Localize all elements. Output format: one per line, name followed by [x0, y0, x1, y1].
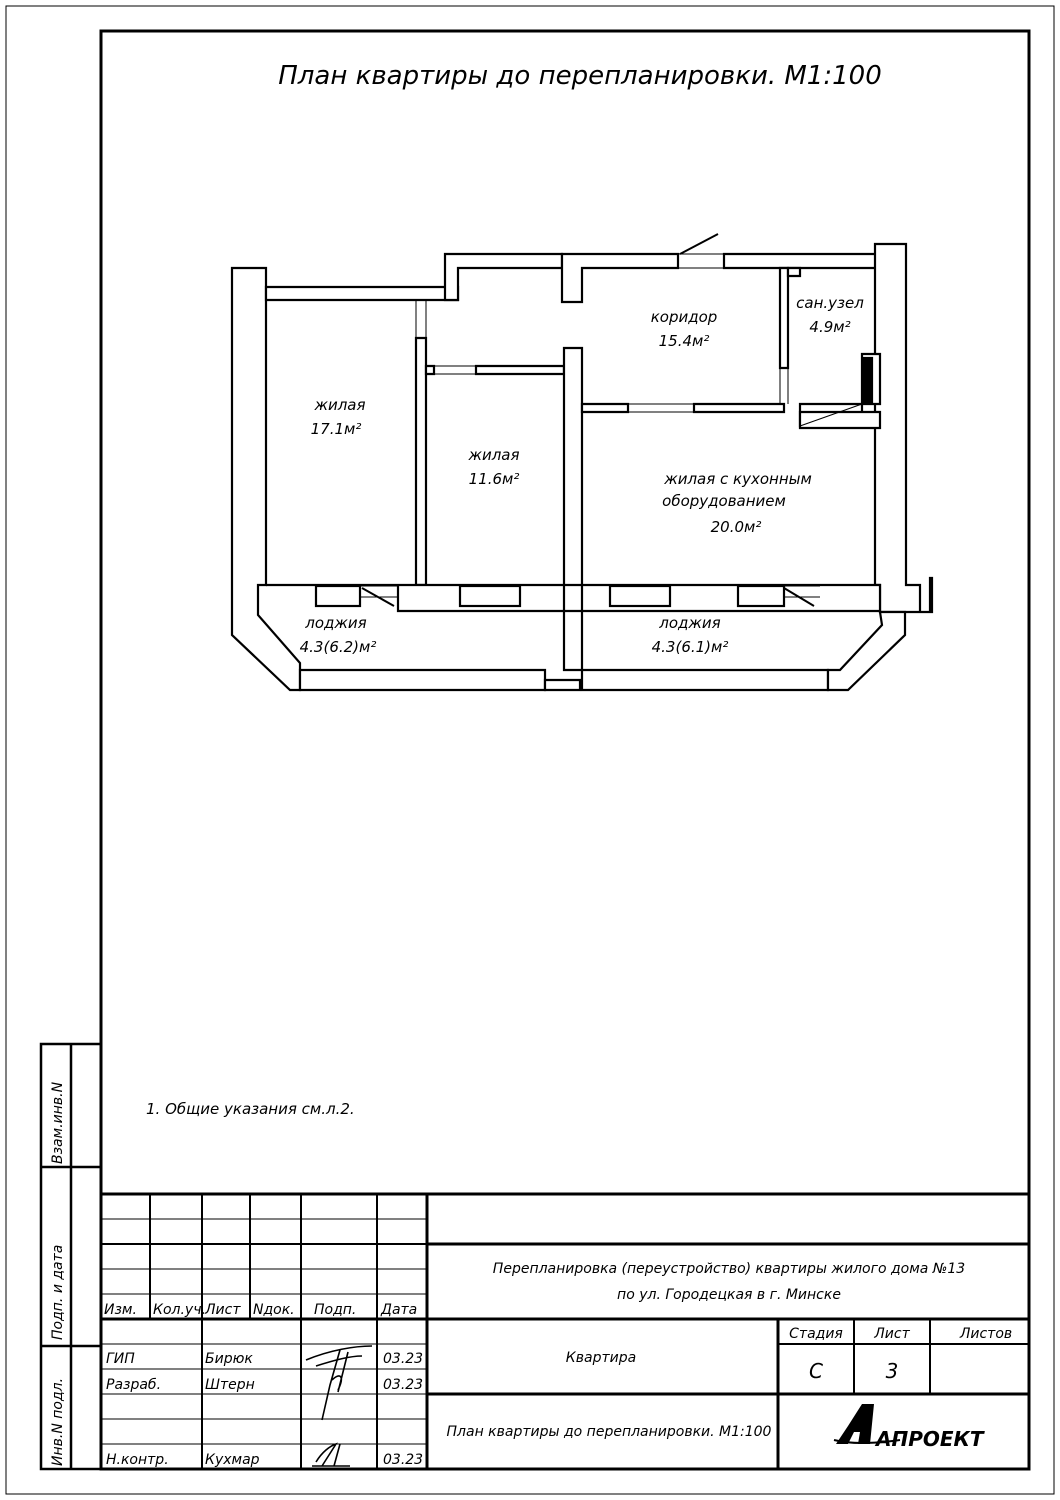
top-wall-step: [445, 254, 562, 300]
hdr-ndok: Nдок.: [253, 1302, 295, 1318]
sheet-label: Лист: [874, 1326, 910, 1342]
living2-top-wall: [476, 366, 564, 374]
stage-label: Стадия: [789, 1326, 843, 1342]
hdr-izm: Изм.: [104, 1302, 137, 1318]
date-razrab: 03.23: [383, 1377, 424, 1393]
hdr-data: Дата: [381, 1302, 418, 1318]
sheets-label: Листов: [959, 1326, 1013, 1342]
stage-value: С: [809, 1359, 823, 1383]
room-living2-area: 11.6м²: [468, 470, 520, 488]
project-line2: по ул. Городецкая в г. Минске: [617, 1287, 841, 1303]
sheet-title: План квартиры до перепланировки. М1:100: [446, 1424, 772, 1440]
side-stamp-labels: [50, 1081, 66, 1466]
side-vzam: Взам.инв.N: [50, 1081, 66, 1164]
room-bathroom-area: 4.9м²: [809, 318, 851, 336]
page-title: План квартиры до перепланировки. М1:100: [278, 61, 882, 91]
left-outer-wall: [232, 268, 300, 690]
hdr-list: Лист: [205, 1302, 241, 1318]
company-name: АПРОЕКТ: [876, 1427, 984, 1451]
partition-1: [416, 338, 426, 585]
room-loggia-left-name: лоджия: [305, 614, 367, 632]
role-nkontr: Н.контр.: [106, 1452, 169, 1468]
project-line1: Перепланировка (переустройство) квартиры жилого дома №13: [492, 1261, 966, 1277]
room-living1-name: жилая: [314, 396, 366, 414]
right-outer-wall: [875, 244, 932, 612]
top-wall-right: [724, 254, 880, 268]
room-loggia-right-area: 4.3(6.1)м²: [651, 638, 729, 656]
room-bathroom-name: сан.узел: [796, 294, 864, 312]
room-kitchen-name1: жилая с кухонным: [664, 470, 812, 488]
side-inv: Инв.N подл.: [50, 1377, 66, 1466]
company-logo: [834, 1404, 985, 1451]
role-razrab: Разраб.: [106, 1377, 162, 1393]
room-loggia-right-name: лоджия: [659, 614, 721, 632]
signature-marks: [306, 1346, 372, 1466]
name-biryuk: Бирюк: [205, 1351, 253, 1367]
top-wall-left: [266, 287, 458, 300]
room-loggia-left-area: 4.3(6.2)м²: [299, 638, 377, 656]
room-kitchen-area: 20.0м²: [710, 518, 762, 536]
sheet-value: 3: [885, 1359, 899, 1383]
name-kukhmar: Кухмар: [205, 1452, 260, 1468]
top-wall-mid: [562, 254, 678, 302]
date-gip: 03.23: [383, 1351, 424, 1367]
side-podp-data: Подп. и дата: [50, 1244, 66, 1340]
central-wall: [564, 348, 582, 585]
object-name: Квартира: [565, 1350, 637, 1366]
role-gip: ГИП: [106, 1351, 135, 1367]
room-corridor-area: 15.4м²: [658, 332, 710, 350]
general-note: 1. Общие указания см.л.2.: [146, 1100, 355, 1118]
name-shtern: Штерн: [205, 1377, 255, 1393]
room-living2-name: жилая: [468, 446, 520, 464]
room-corridor-name: коридор: [650, 308, 718, 326]
date-nkontr: 03.23: [383, 1452, 424, 1468]
hdr-podp: Подп.: [314, 1302, 357, 1318]
bathroom-wall: [780, 268, 788, 368]
room-living1-area: 17.1м²: [310, 420, 362, 438]
room-kitchen-name2: оборудованием: [662, 492, 786, 510]
hdr-kol: Кол.уч.: [153, 1302, 206, 1318]
